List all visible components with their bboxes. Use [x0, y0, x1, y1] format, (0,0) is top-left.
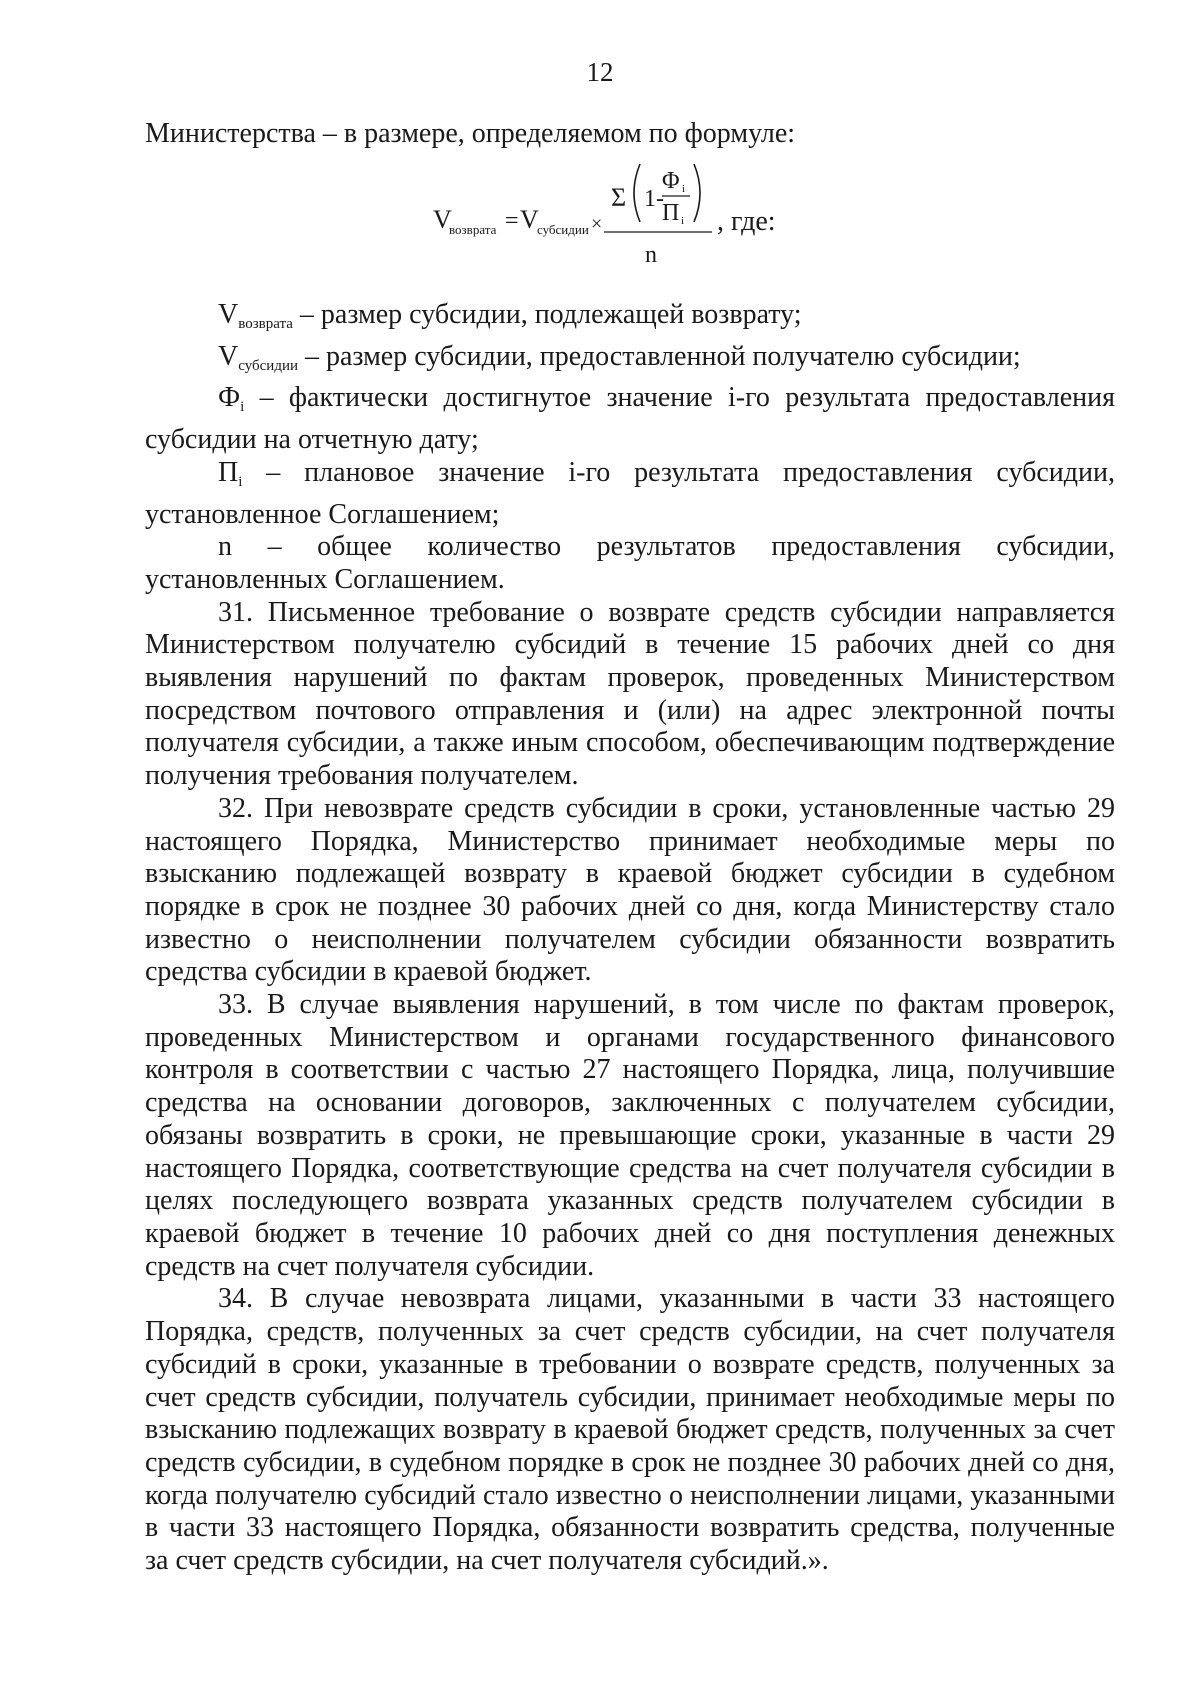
definition-symbol: Ф — [218, 382, 241, 414]
definition-text: – общее количество результатов предоставления субсидии, установленных Соглашением. — [145, 531, 1115, 595]
formula-one-minus: 1- — [644, 186, 664, 212]
formula-graphic — [0, 160, 1200, 270]
definition-n — [145, 531, 1115, 596]
definition-phi — [145, 382, 1115, 456]
formula-phi-index: i — [682, 183, 686, 195]
paragraph-31: 31. Письменное требование о возврате средств субсидии направляется Министерством получателю субсидий в течение 15 рабочих дней со дня выявления нарушений по фактам проверок, проведенных Министерством посредством почтового отправления и (или) на адрес электронной почты получателя субсидии, а также иным способом, обеспечивающим подтверждение получения требования получателем. — [145, 596, 1115, 792]
intro-line: Министерства – в размере, определяемом по формуле: — [145, 118, 796, 149]
definition-pi — [145, 457, 1115, 531]
formula-sum: Σ — [611, 183, 627, 212]
definition-v-subsidii — [145, 341, 1115, 383]
formula-denominator: n — [645, 242, 657, 268]
definition-subscript: субсидии — [238, 357, 298, 374]
paragraph-34: 34. В случае невозврата лицами, указанными в части 33 настоящего Порядка, средств, полученных за счет средств субсидии, на счет получателя субсидий в сроки, указанные в требовании о возврате средств, полученных за счет средств субсидии, получатель субсидии, принимает необходимые меры по взысканию подлежащих возврату в краевой бюджет средств, полученных за счет средств субсидии, в судебном порядке в срок не позднее 30 рабочих дней со дня, когда получателю субсидий стало известно о неисполнении лицами, указанными в части 33 настоящего Порядка, обязанности возвратить средства, полученные за счет средств субсидии, на счет получателя субсидий.». — [145, 1283, 1115, 1577]
formula-times: × — [591, 213, 603, 235]
definition-subscript: возврата — [238, 316, 293, 332]
formula — [0, 160, 1200, 270]
definition-v-vozvrata — [145, 299, 1115, 341]
definition-symbol: П — [218, 456, 239, 488]
formula-where: , где: — [717, 206, 776, 237]
definition-symbol: n — [218, 531, 232, 563]
page-number: 12 — [586, 57, 614, 87]
definition-text: – фактически достигнутое значение i-го результата предоставления субсидии на отчетную дату; — [145, 382, 1115, 456]
formula-lhs-var: V — [433, 205, 452, 234]
paragraph-33: 33. В случае выявления нарушений, в том числе по фактам проверок, проведенных Министерством и органами государственного финансового контроля в соответствии с частью 27 настоящего Порядка, лица, получившие средства на основании договоров, заключенных с получателем субсидии, обязаны возвратить в сроки, не превышающие сроки, указанные в части 29 настоящего Порядка, соответствующие средства на счет получателя субсидии в целях последующего возврата указанных средств получателем субсидии в краевой бюджет в течение 10 рабочих дней со дня поступления денежных средств на счет получателя субсидии. — [145, 989, 1115, 1282]
definition-symbol: V — [218, 340, 239, 372]
definition-symbol: V — [218, 299, 239, 330]
formula-rhs-var: V — [520, 205, 539, 234]
definition-text: – плановое значение i-го результата предоставления субсидии, установленное Соглашением; — [145, 456, 1115, 530]
formula-lhs-sub: возврата — [449, 222, 497, 237]
formula-right-paren — [694, 164, 700, 222]
formula-left-paren — [634, 164, 640, 222]
formula-rhs-sub: субсидии — [537, 222, 589, 237]
paragraph-32: 32. При невозврате средств субсидии в сроки, установленные частью 29 настоящего Порядка, Министерство принимает необходимые меры по взысканию подлежащей возврату в краевой бюджет субсидии в судебном порядке в срок не позднее 30 рабочих дней со дня, когда Министерству стало известно о неисполнении получателем субсидии обязанности возвратить средства субсидии в краевой бюджет. — [145, 792, 1115, 988]
definition-subscript: i — [238, 473, 243, 490]
formula-pi-index: i — [681, 215, 685, 227]
formula-phi: Φ — [662, 168, 680, 194]
body-text — [145, 299, 1115, 1578]
definition-subscript: i — [240, 399, 245, 416]
definition-text: – размер субсидии, подлежащей возврату; — [292, 299, 802, 330]
formula-pi: П — [662, 200, 680, 226]
definition-text: – размер субсидии, предоставленной получателю субсидии; — [298, 340, 1021, 372]
formula-equals: = — [505, 208, 519, 234]
